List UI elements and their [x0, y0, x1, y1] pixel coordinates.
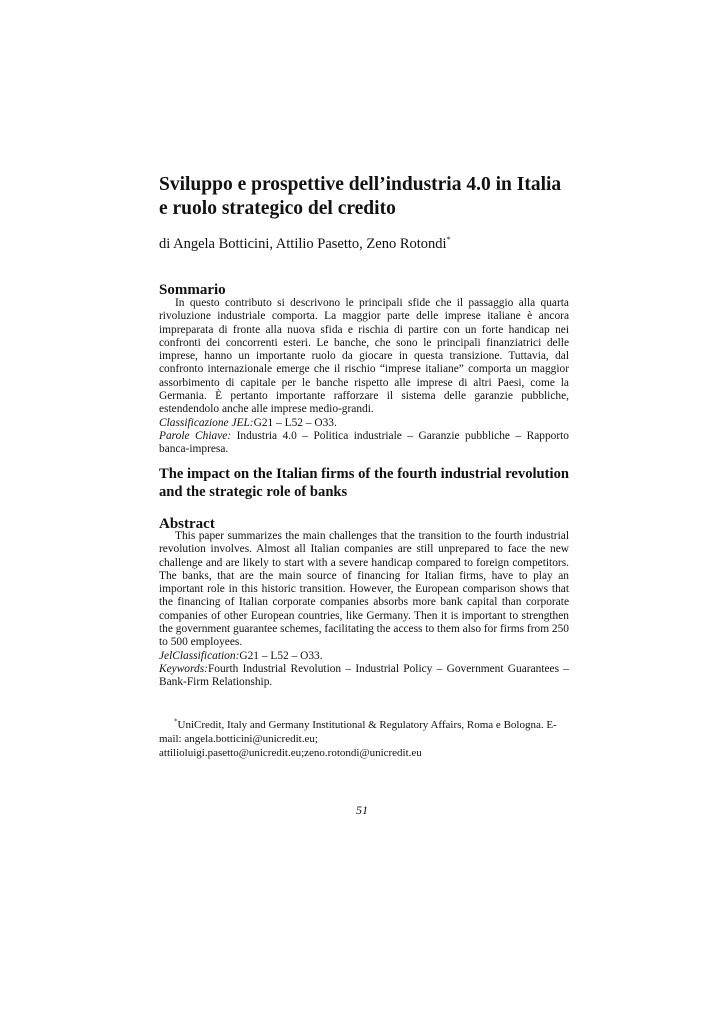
sommario-keywords-line — [159, 430, 569, 457]
footnote-mark: * — [174, 717, 178, 726]
sommario-keywords-value: Industria 4.0 – Politica industriale – Garanzie pubbliche – Rapporto banca-impresa. — [159, 429, 570, 456]
abstract-keywords-line — [159, 663, 569, 690]
abstract-heading: Abstract — [159, 516, 215, 532]
abstract-paragraph — [159, 530, 569, 650]
abstract-keywords-value: Fourth Industrial Revolution – Industrial Policy – Government Guarantees – Bank-Firm Relationship. — [159, 662, 569, 689]
english-title: The impact on the Italian firms of the fourth industrial revolution and the strategic role of banks — [159, 466, 569, 500]
sommario-paragraph — [159, 297, 569, 417]
sommario-jel-label: Classificazione JEL: — [159, 416, 254, 429]
abstract-text: This paper summarizes the main challenges that the transition to the fourth industrial revolution involves. Almost all Italian companies are still unprepared to face the new challenge and are likely to start with a severe handicap compared to foreign competitors. The banks, that are the main source of financing for Italian firms, have to play an important role in this historic transition. However, the European comparison shows that the financing of Italian corporate companies absorbs more bank capital than corporate companies of other European countries, like Germany. Then it is important to strengthen the government guarantee schemes, facilitating the access to them also for firms from 250 to 500 employees. — [159, 530, 569, 649]
sommario-heading: Sommario — [159, 282, 226, 298]
sommario-text: In questo contributo si descrivono le principali sfide che il passaggio alla quarta rivoluzione industriale comporta. La maggior parte delle imprese italiane è ancora impreparata di fronte alla nuova sfida e rischia di partire con un forte handicap nei confronti dei concorrenti esteri. Le banche, che sono le principali finanziatrici delle imprese, hanno un importante ruolo da giocare in questa transizione. Tuttavia, dal confronto internazionale emerge che il rischio “imprese italiane” comporta un maggior assorbimento di capitale per le banche rispetto alle imprese di altri Paesi, come la Germania. È pertanto importante rafforzare il sistema delle garanzie pubbliche, estendendolo anche alle imprese medio-grandi. — [159, 297, 569, 416]
footnote-text: UniCredit, Italy and Germany Institutional & Regulatory Affairs, Roma e Bologna. E-mail: angela.botticini@unicredit.eu; attilioluigi.pasetto@unicredit.eu;zeno.rotondi@unicredit.eu — [159, 719, 557, 759]
page-number: 51 — [356, 803, 368, 817]
article-title: Sviluppo e prospettive dell’industria 4.0 in Italia e ruolo strategico del credito — [159, 174, 562, 219]
authors-text: di Angela Botticini, Attilio Pasetto, Zeno Rotondi — [159, 236, 447, 252]
author-line — [159, 235, 569, 253]
author-footnote — [159, 718, 569, 760]
abstract-keywords-label: Keywords: — [159, 662, 208, 675]
author-footnote-mark: * — [446, 235, 451, 245]
abstract-jel-value: G21 – L52 – O33. — [239, 649, 323, 662]
sommario-keywords-label: Parole Chiave: — [159, 429, 232, 442]
abstract-jel-line — [159, 650, 569, 663]
sommario-jel-line — [159, 417, 569, 430]
abstract-section — [159, 530, 569, 690]
sommario-section — [159, 297, 569, 457]
sommario-jel-value: G21 – L52 – O33. — [253, 416, 337, 429]
abstract-jel-label: JelClassification: — [159, 649, 240, 662]
